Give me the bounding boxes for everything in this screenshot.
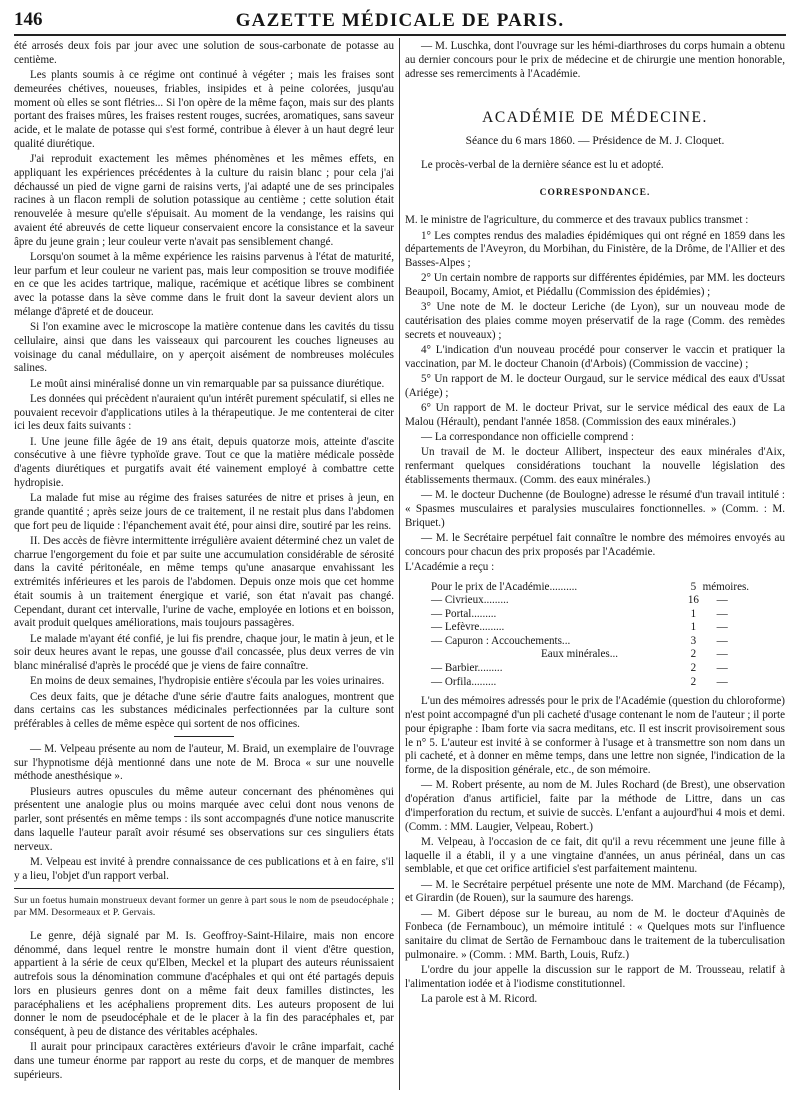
column-divider xyxy=(399,38,400,1090)
paragraph: Si l'on examine avec le microscope la matière contenue dans les cavités du tissu cellulaire, ainsi que dans les vaisseaux qui parcourent les couches ligneuses au voisinage du canal médullaire, on y aperçoit aisément de nombreuses molécules salines. xyxy=(14,321,394,375)
journal-title: GAZETTE MÉDICALE DE PARIS. xyxy=(235,10,565,31)
paragraph: Les plants soumis à ce régime ont continué à végéter ; mais les fraises sont demeurées chétives, noueuses, friables, insipides et à peine colorées, jusqu'au moment où elles se sont flétries... Si l'on opère de la même façon, mais sur des plants portant des fraises mûres, les fraises restent rouges, sucrées, aromatiques, sans saveur acide, et le malate de potasse qui s'est formé, contribue à élever à un haut degré leur qualité diurétique. xyxy=(14,69,394,150)
paragraph: I. Une jeune fille âgée de 19 ans était, depuis quatorze mois, atteinte d'ascite consécutive à une fièvre typhoïde grave. Tout ce que la matière médicale possède d'agents diurétiques et purgatifs avait été vainement employé à combattre cette hydropisie. xyxy=(14,435,394,489)
paragraph: Lorsqu'on soumet à la même expérience les raisins parvenus à l'état de maturité, leur parfum et leur couleur ne varient pas, mais leur composition se trouve modifiée en ce que les acides tartrique, malique, racémique et acétique libres se combinent avec la potasse dans la sève comme dans le fruit dont la saveur devient alors un mélange d'âpreté et de douceur. xyxy=(14,250,394,318)
prix-row: — Capuron : Accouchements... 3 — xyxy=(431,634,728,647)
ministre-paragraph: M. le ministre de l'agriculture, du commerce et des travaux publics transmet : xyxy=(405,214,749,227)
paragraph: Le malade m'ayant été confié, je lui fis prendre, chaque jour, le matin à jeun, et le soir deux heures avant le repas, une gousse d'ail concassée, plus deux verres de vin blanc minéralisé d'après le procédé que je viens de faire connaître. xyxy=(14,632,394,672)
page-number: 146 xyxy=(14,9,43,30)
right-column xyxy=(405,40,785,1090)
prix-row: — Orfila......... 2 — xyxy=(431,675,728,688)
chloroforme-paragraph: L'un des mémoires adressés pour le prix de l'Académie (question du chloroforme) n'est point accompagné d'un pli cacheté d'usage contenant le nom de l'auteur ; il porte pour épigraphe : Ibam forte via sacra meditans, etc. Il est inscrit provisoirement sous le n° 5. L'auteur est invité à se conformer à l'usage et à transmettre son nom dans un pli cacheté, et à donner en même temps, dans une lettre non signée, l'indication de la forme, de la disposition générale, etc., de son mémoire. xyxy=(405,695,785,776)
correspondance-item: 6° Un rapport de M. le docteur Privat, sur le service médical des eaux de La Malou (Hérault), pendant l'année 1858. (Commission des eaux minérales.) xyxy=(405,402,785,428)
luschka-paragraph: — M. Luschka, dont l'ouvrage sur les hémi-diarthroses du corps humain a obtenu au dernier concours pour le prix de médecine et de chirurgie une mention honorable, adresse ses remerciments à l'Académie. xyxy=(405,40,785,80)
robert-paragraph: — M. Robert présente, au nom de M. Jules Rochard (de Brest), une observation d'opération d'anus artificiel, faite par la méthode de Littre, dans un cas d'imperforation du rectum, et suivie de succès. L'enfant a aujourd'hui 4 mois et demi. (Comm. : MM. Laugier, Velpeau, Robert.) xyxy=(405,779,785,833)
prix-table xyxy=(431,581,761,690)
section-title: ACADÉMIE DE MÉDECINE. xyxy=(482,109,708,127)
duchenne-paragraph: — M. le docteur Duchenne (de Boulogne) adresse le résumé d'un travail intitulé : « Spasmes musculaires et paralysies musculaires fonctionnelles. » (Comm. : M. Briquet.) xyxy=(405,489,785,529)
paragraph: En moins de deux semaines, l'hydropisie entière s'écoula par les voies urinaires. xyxy=(30,675,385,688)
velpeau-invite-paragraph: M. Velpeau est invité à prendre connaissance de ces publications et à en faire, s'il y a lieu, l'objet d'un rapport verbal. xyxy=(14,855,394,882)
correspondance-item: 3° Une note de M. le docteur Leriche (de Lyon), sur un nouveau mode de cautérisation des plaies comme moyen préservatif de la rage (Comm. des remèdes secrets et nouveaux) ; xyxy=(405,301,785,341)
foetus-paragraph: Le genre, déjà signalé par M. Is. Geoffroy-Saint-Hilaire, mais non encore dénommé, dans lequel rentre le monstre humain dont il vient d'être question, appartient à la série de ceux qu'Elben, Meckel et la plupart des auteurs réunissaient autrefois sous la dénomination commune d'acéphales et qui ont été partagés depuis lors en plusieurs genres dont on a même fait deux familles distinctes, les paracéphaliens et les acéphaliens proprement dits. Les auteurs proposent de lui donner le nom de pseudocéphale et de le placer à la fin des paracéphales et, par conséquent, à peu de distance des véritables acéphales. xyxy=(14,929,394,1038)
paragraph: Ces deux faits, que je détache d'une série d'autre faits analogues, montrent que dans certains cas les substances médicinales perfectionnées par la culture sont préférables à celles de même espèce qui sortent de nos officines. xyxy=(14,690,394,730)
gibert-paragraph: — M. Gibert dépose sur le bureau, au nom de M. le docteur d'Aquinès de Fonbeca (de Fernambouc), un mémoire intitulé : « Quelques mots sur l'influence sanitaire du climat de Sertão de Fernambouc dans le traitement de la tuberculisation pulmonaire. » (Comm. : MM. Barth, Louis, Rufz.) xyxy=(405,907,785,961)
allibert-paragraph: Un travail de M. le docteur Allibert, inspecteur des eaux minérales d'Aix, renfermant quelques considérations touchant la nouvelle législation des établissements thermaux. (Comm. des eaux minérales.) xyxy=(405,446,785,486)
proces-verbal: Le procès-verbal de la dernière séance est lu et adopté. xyxy=(421,158,664,171)
paragraph: été arrosés deux fois par jour avec une solution de sous-carbonate de potasse au centième. xyxy=(14,40,394,66)
correspondance-item: 4° L'indication d'un nouveau procédé pour conserver le vaccin et pratiquer la vaccination, par M. le docteur Chanoin (d'Arbois) (Commission de vaccine) ; xyxy=(405,344,785,370)
paragraph: II. Des accès de fièvre intermittente irrégulière avaient déterminé chez un valet de charrue l'engorgement du foie et par suite une accumulation considérable de sérosité dans la cavité péritonéale, en même temps qu'une anasarque envahissant les extrémités inférieures et les parois de l'abdomen. Depuis onze mois que cet homme était soumis à un traitement énergique et varié, son état n'avait pas changé. Cependant, durant cet intervalle, l'urine de vache, employée en lotions et en boisson, avait produit quelques améliorations, mais toujours passagères. xyxy=(14,534,394,630)
prix-row: — Portal......... 1 — xyxy=(431,607,728,620)
prix-row: — Barbier......... 2 — xyxy=(431,662,728,675)
academie-recu: L'Académie a reçu : xyxy=(405,560,495,573)
secretaire-note-paragraph: — M. le Secrétaire perpétuel présente une note de MM. Marchand (de Fécamp), et Girardin (de Rouen), sur la saumure des harengs. xyxy=(405,878,785,905)
left-column xyxy=(14,40,394,1090)
separator-rule xyxy=(14,888,394,889)
correspondance-heading: CORRESPONDANCE. xyxy=(539,187,651,198)
prix-row: Pour le prix de l'Académie.......... 5 mémoires. xyxy=(431,580,750,593)
velpeau-occasion-paragraph: M. Velpeau, à l'occasion de ce fait, dit qu'il a revu récemment une jeune fille à laquelle il a établi, il y a une vingtaine d'années, un anus périnéal, dans un cas semblable, et que cet orifice artificiel s'est parfaitement maintenu. xyxy=(405,835,785,876)
paragraph: Le moût ainsi minéralisé donne un vin remarquable par sa puissance diurétique. xyxy=(30,377,385,390)
seance-line: Séance du 6 mars 1860. — Présidence de M. J. Cloquet. xyxy=(465,135,725,147)
foetus-article-title: Sur un foetus humain monstrueux devant former un genre à part sous le nom de pseudocéphale ; par MM. Desormeaux et P. Gervais. xyxy=(14,896,394,919)
page-header xyxy=(14,8,786,36)
prix-row: Eaux minérales... 2 — xyxy=(541,648,728,661)
velpeau-braid-paragraph: — M. Velpeau présente au nom de l'auteur, M. Braid, un exemplaire de l'ouvrage sur l'hypnotisme déjà mentionné dans une note de M. Broca « sur une nouvelle méthode anesthésique ». xyxy=(14,742,394,783)
correspondance-item: 1° Les comptes rendus des maladies épidémiques qui ont régné en 1859 dans les départements de l'Aveyron, du Morbihan, du Finistère, de la Drôme, de l'Allier et des Basses-Alpes ; xyxy=(405,229,785,269)
opuscules-paragraph: Plusieurs autres opuscules du même auteur concernant des phénomènes qui présentent une analogie plus ou moins marquée avec celui dont nous venons de parler, sont présentés en même temps : ils sont accompagnés d'une notice manuscrite dans laquelle l'auteur paraît avoir résumé ses observations sur ces singuliers états nerveux. xyxy=(14,785,394,853)
prix-row: — Lefèvre......... 1 — xyxy=(431,621,728,634)
newspaper-page xyxy=(14,8,786,1094)
paragraph: La malade fut mise au régime des fraises saturées de nitre et prises à jeun, en grande quantité ; après seize jours de ce traitement, il ne restait plus dans l'abdomen que fort peu de liquide : l'épanchement avait été, pour ainsi dire, soutiré par les reins. xyxy=(14,492,394,532)
secretaire-paragraph: — M. le Secrétaire perpétuel fait connaître le nombre des mémoires envoyés au concours pour chacun des prix proposés par l'Académie. xyxy=(405,531,785,558)
foetus-paragraph: Il aurait pour principaux caractères extérieurs d'avoir le crâne imparfait, caché dans une tumeur énorme par rapport au reste du corps, et de manquer de membres supérieurs. xyxy=(14,1041,394,1081)
prix-row: — Civrieux......... 16 — xyxy=(431,594,728,607)
correspondance-item: 2° Un certain nombre de rapports sur différentes épidémies, par MM. les docteurs Beaupoil, Bocamy, Amiot, et Piédallu (Commission des épidémies) ; xyxy=(405,272,785,298)
parole-paragraph: La parole est à M. Ricord. xyxy=(421,993,538,1005)
paragraph: Les données qui précèdent n'auraient qu'un intérêt purement spéculatif, si elles ne pouvaient recevoir d'applications utiles à la thérapeutique. Je me contenterai de citer ici les deux faits suivants : xyxy=(14,392,394,433)
correspondance-item: 5° Un rapport de M. le docteur Ourgaud, sur le service médical des eaux d'Ussat (Ariége) ; xyxy=(405,373,785,399)
non-officielle-paragraph: — La correspondance non officielle comprend : xyxy=(421,431,634,443)
paragraph: J'ai reproduit exactement les mêmes phénomènes et les mêmes effets, en appliquant les expériences précédentes à la culture du raisin blanc ; pour cela j'ai déchaussé un pied de vigne garni de raisins verts, j'ai adapté une de ses principales racines à un flacon rempli de solution potassique au centième ; cette solution était renouvelée à mesure qu'elle s'épuisait. Au moment de la vendange, les raisins qui avaient été abreuvés de cette liqueur conservaient encore la consistance et la saveur âpre du jeune grain ; leur couleur verte n'avait pas sensiblement changé. xyxy=(14,153,394,248)
ordre-du-jour-paragraph: L'ordre du jour appelle la discussion sur le rapport de M. Trousseau, relatif à l'alimentation iodée et à l'iodisme constitutionnel. xyxy=(405,964,785,990)
separator-rule xyxy=(174,736,234,737)
